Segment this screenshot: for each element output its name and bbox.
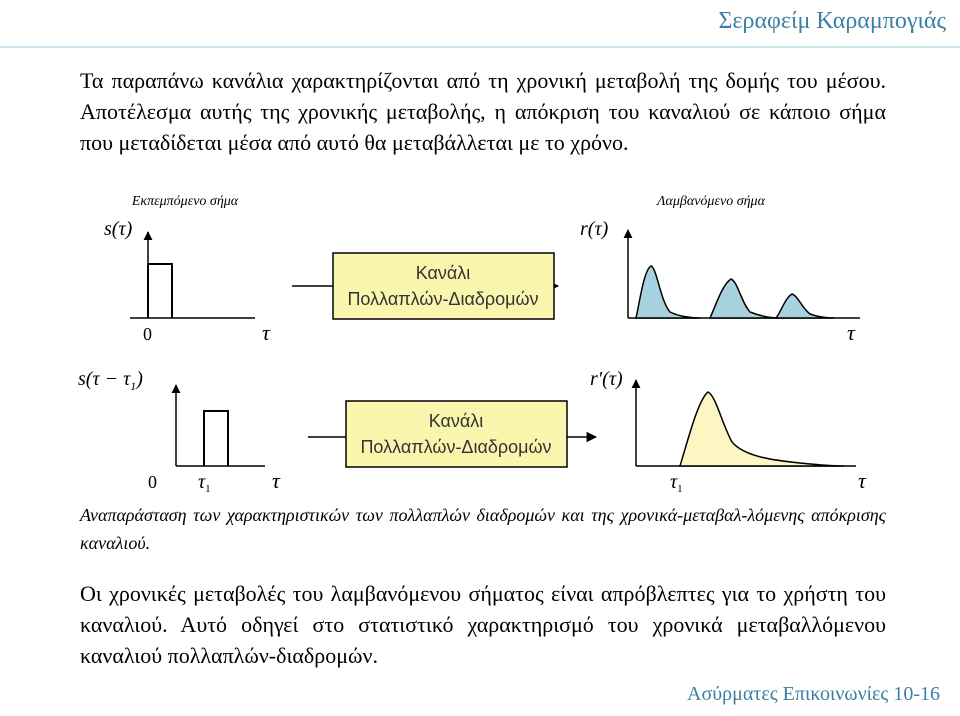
row2-channel-subtitle: Πολλαπλών-Διαδρομών [360,437,552,457]
row1-pulse-3 [776,294,834,318]
intro-paragraph: Τα παραπάνω κανάλια χαρακτηρίζονται από τη χρονική μεταβολή της δομής του μέσου. Αποτέλεσμα αυτής της χρονικής μεταβολής, η απόκριση του καναλιού σε κάποιο σήμα που μεταδίδεται μέσα από αυτό θα μεταβάλλεται με το χρόνο. [80,68,886,155]
author-title: Σεραφείμ Καραμπογιάς [718,8,946,34]
row2-channel-title: Κανάλι [428,411,484,431]
row2-rect-pulse [204,411,228,466]
row1-pulse-1 [636,266,700,318]
row2-tau-left: τ [272,468,280,493]
row1-tau-right: τ [847,320,855,345]
row2-tau-right: τ [858,468,866,493]
row1-channel-subtitle: Πολλαπλών-Διαδρομών [347,289,539,309]
row1-channel-title: Κανάλι [415,263,471,283]
s-tau-minus-tau1-label: $s(\tau - \tau_1)$ [78,368,143,393]
row1-zero-label: 0 [143,324,152,344]
r-prime-tau-label: r′(τ) [590,368,623,390]
row2-pulse [680,392,844,466]
row1-tau-left: τ [262,320,270,345]
row2-tau1-left: $\tau_1$ [198,471,211,495]
transmitted-signal-label: Εκπεμπόμενο σήμα [131,194,239,209]
row1-rect-pulse [148,264,172,318]
figure-caption: Αναπαράσταση των χαρακτηριστικών των πολλαπλών διαδρομών και της χρονικά-μεταβαλ-λόμενης απόκρισης καναλιού. [80,505,886,553]
r-tau-label: r(τ) [580,218,609,240]
row1-pulse-2 [710,279,780,318]
footer-course-page: Ασύρματες Επικοινωνίες 10-16 [687,683,940,705]
received-signal-label: Λαμβανόμενο σήμα [657,194,765,209]
conclusion-paragraph: Οι χρονικές μεταβολές του λαμβανόμενου σήματος είναι απρόβλεπτες για το χρήστη του καναλιού. Αυτό οδηγεί στο στατιστικό χαρακτηρισμό του χρονικά μεταβαλλόμενου καναλιού πολλαπλών-διαδρομών. [80,581,886,668]
row2-zero-label: 0 [148,472,157,492]
row2-tau1-right: $\tau_1$ [670,471,683,495]
s-tau-label: s(τ) [104,218,133,240]
